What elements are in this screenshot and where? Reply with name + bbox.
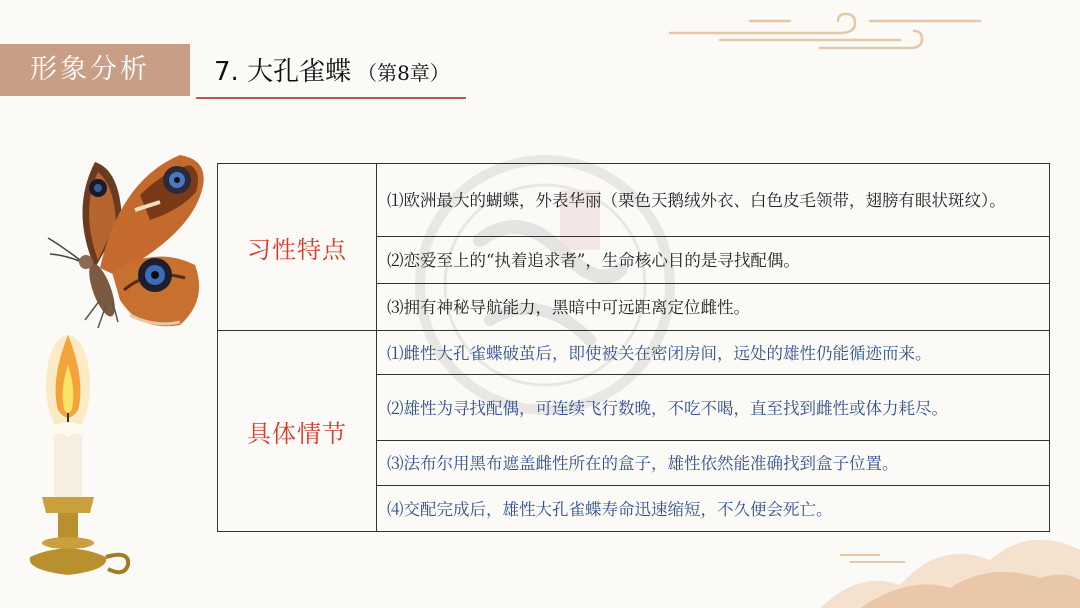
title-chapter: （第8章） — [357, 61, 450, 85]
list-item: ⑴欧洲最大的蝴蝶，外表华丽（栗色天鹅绒外衣、白色皮毛领带，翅膀有眼状斑纹）。 — [377, 164, 1050, 237]
list-item: ⑵恋爱至上的“执着追求者”，生命核心目的是寻找配偶。 — [377, 237, 1050, 284]
butterfly-illustration — [40, 150, 210, 340]
info-table — [217, 163, 1050, 532]
list-item: ⑶拥有神秘导航能力，黑暗中可远距离定位雌性。 — [377, 284, 1050, 331]
page-title — [214, 52, 450, 93]
list-item: ⑴雌性大孔雀蝶破茧后，即使被关在密闭房间，远处的雄性仍能循迹而来。 — [377, 331, 1050, 375]
list-item: ⑶法布尔用黑布遮盖雌性所在的盒子，雄性依然能准确找到盒子位置。 — [377, 441, 1050, 486]
cloud-line-decoration — [660, 8, 1000, 58]
table-row — [218, 331, 1050, 375]
section-tag: 形象分析 — [0, 44, 190, 96]
candle-illustration — [20, 325, 135, 590]
list-item: ⑵雄性为寻找配偶，可连续飞行数晚，不吃不喝，直至找到雌性或体力耗尽。 — [377, 375, 1050, 441]
title-main: 7. 大孔雀蝶 — [214, 57, 352, 87]
category-habits: 习性特点 — [218, 164, 377, 331]
list-item: ⑷交配完成后，雄性大孔雀蝶寿命迅速缩短，不久便会死亡。 — [377, 486, 1050, 532]
category-plot: 具体情节 — [218, 331, 377, 532]
title-underline — [196, 97, 466, 99]
table-row — [218, 164, 1050, 237]
